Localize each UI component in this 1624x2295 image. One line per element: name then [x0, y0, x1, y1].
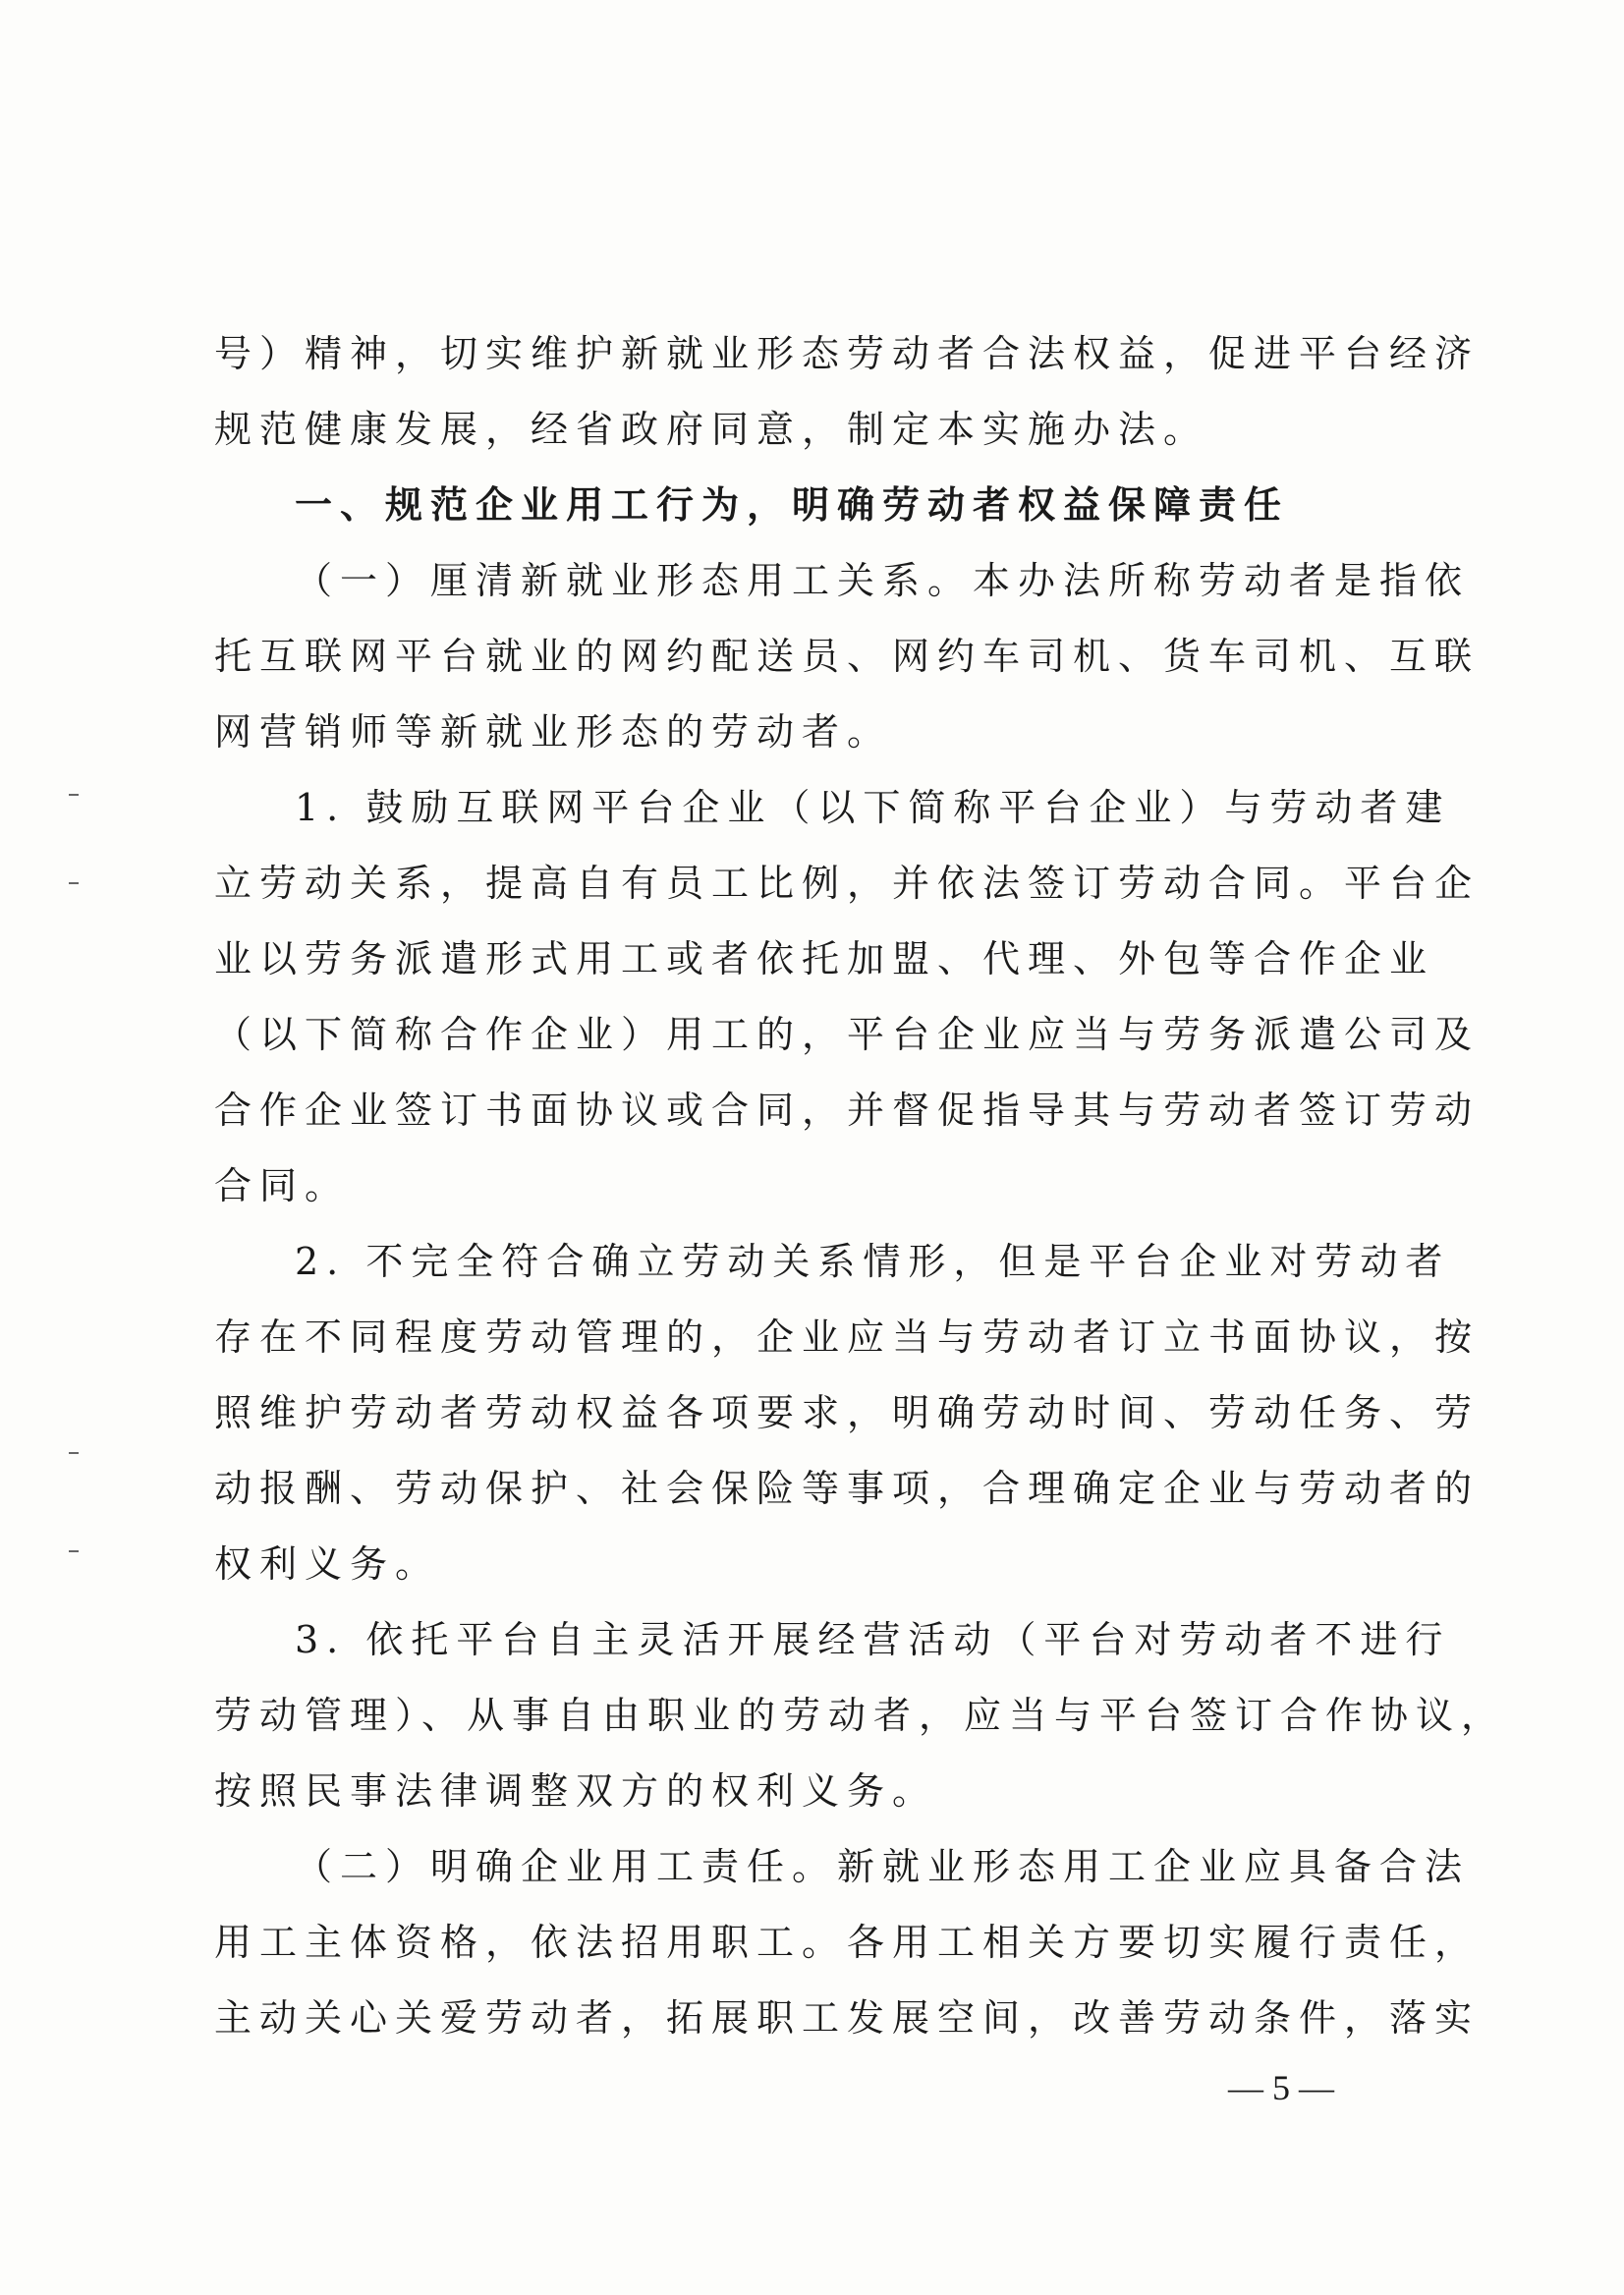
paragraph-line: 主动关心关爱劳动者，拓展职工发展空间，改善劳动条件，落实 — [214, 1996, 1481, 2040]
paragraph-line: 合作企业签订书面协议或合同，并督促指导其与劳动者签订劳动 — [214, 1089, 1481, 1132]
page-number: — 5 — — [1228, 2068, 1334, 2107]
paragraph-line: 动报酬、劳动保护、社会保险等事项，合理确定企业与劳动者的 — [214, 1467, 1481, 1510]
paragraph-line: 合同。 — [214, 1164, 351, 1207]
paragraph-line: 用工主体资格，依法招用职工。各用工相关方要切实履行责任， — [214, 1921, 1481, 1964]
paragraph-line: 照维护劳动者劳动权益各项要求，明确劳动时间、劳动任务、劳 — [214, 1391, 1481, 1434]
paragraph-line: 立劳动关系，提高自有员工比例，并依法签订劳动合同。平台企 — [214, 862, 1481, 905]
paragraph-line: 劳动管理）、从事自由职业的劳动者，应当与平台签订合作协议， — [214, 1694, 1507, 1737]
margin-mark — [69, 1452, 79, 1454]
margin-mark — [69, 1550, 79, 1552]
paragraph-line: 权利义务。 — [214, 1542, 441, 1586]
section-heading: 一、规范企业用工行为，明确劳动者权益保障责任 — [295, 483, 1290, 527]
margin-mark — [69, 794, 79, 796]
paragraph-line: （二）明确企业用工责任。新就业形态用工企业应具备合法 — [295, 1845, 1471, 1888]
paragraph-line: 按照民事法律调整双方的权利义务。 — [214, 1769, 938, 1813]
paragraph-line: 网营销师等新就业形态的劳动者。 — [214, 710, 893, 754]
paragraph-line: 业以劳务派遣形式用工或者依托加盟、代理、外包等合作企业 — [214, 937, 1435, 980]
paragraph-line: （一）厘清新就业形态用工关系。本办法所称劳动者是指依 — [295, 559, 1471, 602]
margin-mark — [69, 882, 79, 884]
paragraph-line: 托互联网平台就业的网约配送员、网约车司机、货车司机、互联 — [214, 635, 1481, 678]
paragraph-line: 存在不同程度劳动管理的，企业应当与劳动者订立书面协议，按 — [214, 1315, 1481, 1359]
paragraph-line: 号）精神，切实维护新就业形态劳动者合法权益，促进平台经济 — [214, 332, 1481, 375]
paragraph-line: 1. 鼓励互联网平台企业（以下简称平台企业）与劳动者建 — [295, 786, 1451, 829]
paragraph-line: 2. 不完全符合确立劳动关系情形，但是平台企业对劳动者 — [295, 1240, 1451, 1283]
paragraph-line: （以下简称合作企业）用工的，平台企业应当与劳务派遣公司及 — [214, 1013, 1481, 1056]
paragraph-line: 3. 依托平台自主灵活开展经营活动（平台对劳动者不进行 — [295, 1618, 1451, 1661]
paragraph-line: 规范健康发展，经省政府同意，制定本实施办法。 — [214, 408, 1209, 451]
